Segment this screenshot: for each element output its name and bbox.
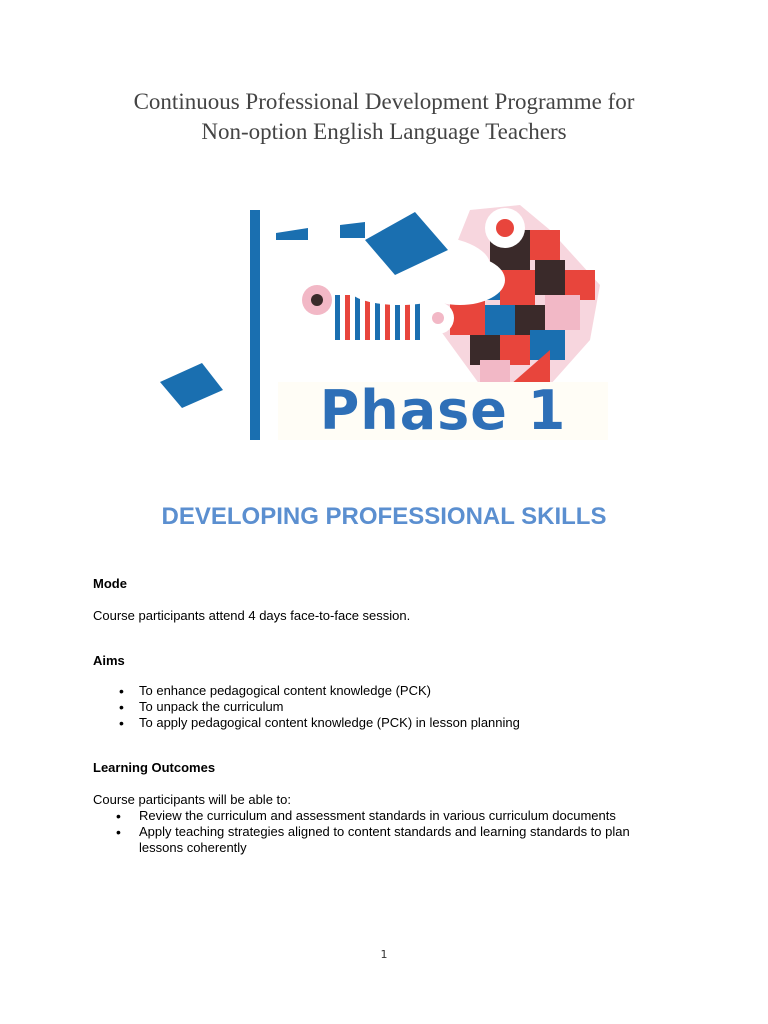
learning-outcomes-list [93, 808, 653, 856]
mode-heading: Mode [93, 576, 127, 591]
learning-outcomes-heading: Learning Outcomes [93, 760, 216, 775]
phase-label: Phase 1 [278, 382, 608, 440]
list-item: • Apply teaching strategies aligned to content standards and learning standards to plan lessons coherently [93, 824, 653, 856]
document-title [0, 87, 768, 147]
page-number: 1 [380, 948, 388, 961]
title-line-1: Continuous Professional Development Programme for [133, 89, 635, 114]
aims-heading: Aims [93, 653, 125, 668]
list-item: • Review the curriculum and assessment standards in various curriculum documents [93, 808, 653, 824]
mode-text: Course participants attend 4 days face-to-face session. [93, 608, 411, 623]
learning-outcomes-section [93, 760, 693, 856]
title-line-2: Non-option English Language Teachers [201, 119, 567, 144]
list-item: • To unpack the curriculum [93, 699, 693, 715]
list-item: • To apply pedagogical content knowledge (PCK) in lesson planning [93, 715, 693, 731]
aims-section [93, 653, 693, 731]
learning-outcomes-intro: Course participants will be able to: [93, 792, 291, 807]
mode-section [93, 576, 693, 624]
top-blue-bar-shape [276, 228, 308, 240]
vertical-bar-shape [250, 210, 260, 440]
section-heading: DEVELOPING PROFESSIONAL SKILLS [161, 503, 607, 530]
tilted-square-shape [160, 363, 223, 408]
list-item: • To enhance pedagogical content knowledge (PCK) [93, 683, 693, 699]
aims-list [93, 683, 693, 731]
